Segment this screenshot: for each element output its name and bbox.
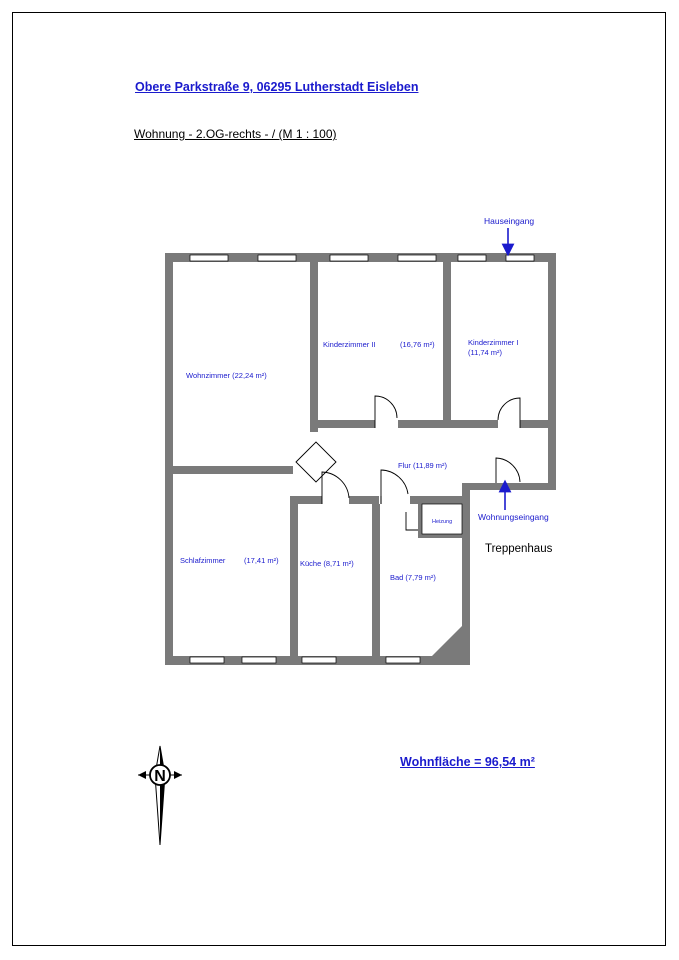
label-hauseingang: Hauseingang <box>484 216 535 226</box>
north-compass-icon <box>138 746 182 845</box>
room-kinderzimmer2-name: Kinderzimmer II <box>323 340 376 349</box>
room-wohnzimmer: Wohnzimmer (22,24 m²) <box>186 371 267 380</box>
room-kinderzimmer2-area: (16,76 m²) <box>400 340 435 349</box>
outer-walls <box>165 253 556 665</box>
label-wohnungseingang: Wohnungseingang <box>478 512 549 522</box>
shaft <box>432 626 462 656</box>
room-kinderzimmer1-area: (11,74 m²) <box>468 348 503 357</box>
room-bad: Bad (7,79 m²) <box>390 573 436 582</box>
living-area-total: Wohnfläche = 96,54 m² <box>400 755 535 769</box>
interior-walls <box>173 262 548 656</box>
room-flur: Flur (11,89 m²) <box>398 461 448 470</box>
room-kueche: Küche (8,71 m²) <box>300 559 354 568</box>
windows <box>190 255 534 663</box>
room-kinderzimmer1-name: Kinderzimmer I <box>468 338 519 347</box>
room-heizung: Heizung <box>432 519 453 525</box>
room-schlafzimmer-area: (17,41 m²) <box>244 556 279 565</box>
room-schlafzimmer-name: Schlafzimmer <box>180 556 226 565</box>
unit-subtitle: Wohnung - 2.OG-rechts - / (M 1 : 100) <box>134 127 337 141</box>
label-treppenhaus: Treppenhaus <box>485 543 553 555</box>
north-label: N <box>154 768 166 785</box>
address-title: Obere Parkstraße 9, 06295 Lutherstadt Eisleben <box>135 80 419 94</box>
